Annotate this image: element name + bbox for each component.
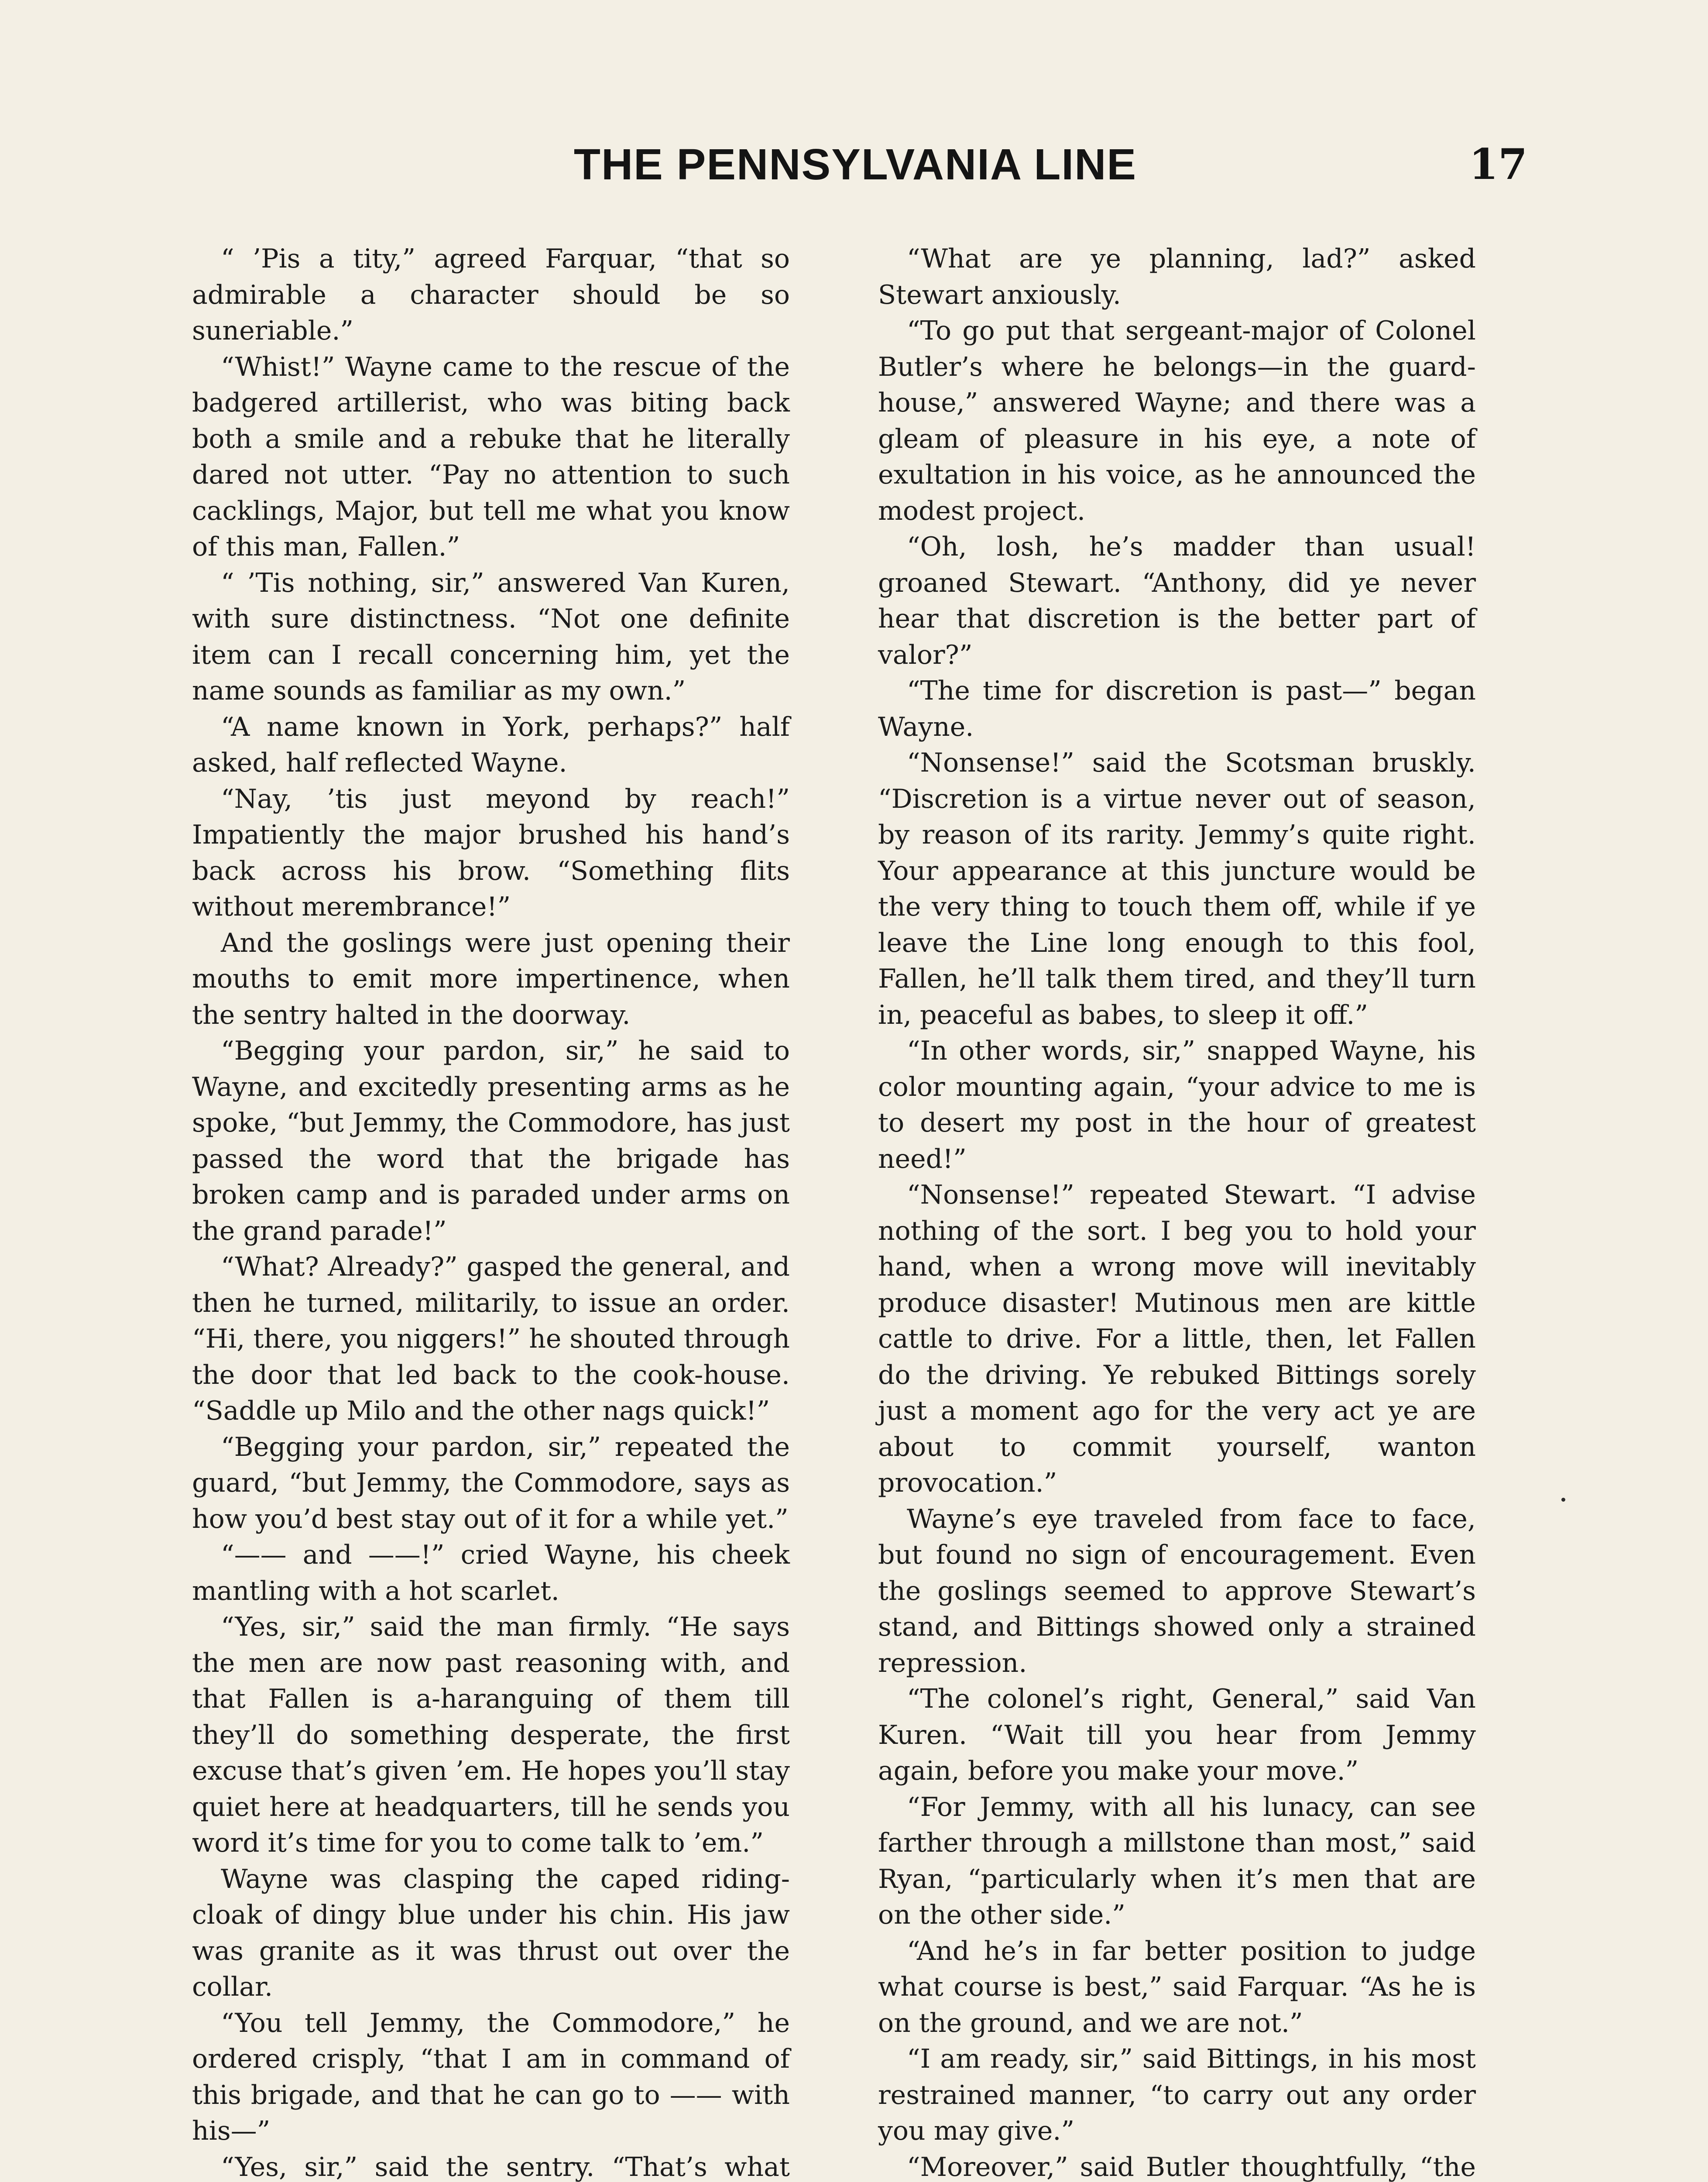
paragraph: “A name known in York, perhaps?” half asked, half reflected Wayne. — [192, 711, 790, 778]
paragraph: “ ’Tis nothing, sir,” answered Van Kuren, with sure distinctness. “Not one definite item can I recall concerning him, yet the name sounds as familiar as my own.” — [192, 567, 790, 706]
running-head — [183, 140, 1527, 201]
paragraph: Wayne was clasping the caped riding-cloak of dingy blue under his chin. His jaw was granite as it was thrust out over the collar. — [192, 1863, 790, 2002]
paragraph: “You tell Jemmy, the Commodore,” he ordered crisply, “that I am in command of this brigade, and that he can go to —— with his—” — [192, 2007, 790, 2146]
paragraph: “ ’Pis a tity,” agreed Farquar, “that so admirable a character should be so suneriable.” — [192, 244, 790, 346]
page-number: 17 — [1469, 140, 1527, 189]
paragraph: “Begging your pardon, sir,” repeated the guard, “but Jemmy, the Commodore, says as how you’d best stay out of it for a while yet.” — [192, 1431, 790, 1534]
paragraph: And the goslings were just opening their mouths to emit more impertinence, when the sentry halted in the doorway. — [192, 927, 790, 1030]
paragraph: Wayne’s eye traveled from face to face, but found no sign of encouragement. Even the goslings seemed to approve Stewart’s stand, and Bittings showed only a strained repression. — [878, 1503, 1476, 1678]
ink-speck — [1561, 1498, 1565, 1502]
paragraph: “Nonsense!” said the Scotsman bruskly. “Discretion is a virtue never out of season, by reason of its rarity. Jemmy’s quite right. Your appearance at this juncture would be the very thing to touch them off, while if ye leave the Line long enough to this fool, Fallen, he’ll talk them tired, and they’ll turn in, peaceful as babes, to sleep it off.” — [878, 748, 1476, 1030]
paragraph: “Whist!” Wayne came to the rescue of the badgered artillerist, who was biting back both a smile and a rebuke that he literally dared not utter. “Pay no attention to such cacklings, Major, but tell me what you know of this man, Fallen.” — [192, 351, 790, 562]
paragraph: “For Jemmy, with all his lunacy, can see farther through a millstone than most,” said Ryan, “particularly when it’s men that are on the other side.” — [878, 1791, 1476, 1930]
paragraph: “In other words, sir,” snapped Wayne, his color mounting again, “your advice to me is to desert my post in the hour of greatest need!” — [878, 1036, 1476, 1174]
paragraph: “Yes, sir,” said the man firmly. “He says the men are now past reasoning with, and that Fallen is a-haranguing of them till they’ll do something desperate, the first excuse that’s given ’em. He hopes you’ll stay quiet here at headquarters, till he sends you word it’s time for you to come talk to ’em.” — [192, 1612, 790, 1858]
paragraph: “Moreover,” said Butler thoughtfully, “the — [907, 2151, 1476, 2182]
paragraph: “What are ye planning, lad?” asked Stewart anxiously. — [878, 244, 1476, 310]
paragraph: “Nay, ’tis just meyond by reach!” Impatiently the major brushed his hand’s back across his brow. “Something flits without merembrance!” — [192, 783, 790, 922]
left-column — [192, 241, 790, 2182]
paragraph: “And he’s in far better position to judge what course is best,” said Farquar. “As he is on the ground, and we are not.” — [878, 1935, 1476, 2038]
paragraph: “Yes, sir,” said the sentry. “That’s what — [221, 2151, 790, 2182]
paragraph: “To go put that sergeant-major of Colonel Butler’s where he belongs—in the guard-house,” answered Wayne; and there was a gleam of pleasure in his eye, a note of exultation in his voice, as he announced the modest project. — [878, 316, 1476, 526]
running-title: THE PENNSYLVANIA LINE — [573, 140, 1137, 189]
paragraph: “What? Already?” gasped the general, and then he turned, militarily, to issue an order. “Hi, there, you niggers!” he shouted through the door that led back to the cook-house. “Saddle up Milo and the other nags quick!” — [192, 1252, 790, 1426]
paragraph: “Oh, losh, he’s madder than usual! groaned Stewart. “Anthony, did ye never hear that discretion is the better part of valor?” — [878, 532, 1476, 670]
right-column — [878, 241, 1476, 2182]
paragraph: “Begging your pardon, sir,” he said to Wayne, and excitedly presenting arms as he spoke, “but Jemmy, the Commodore, has just passed the word that the brigade has broken camp and is paraded under arms on the grand parade!” — [192, 1036, 790, 1246]
paragraph: “—— and ——!” cried Wayne, his cheek mantling with a hot scarlet. — [192, 1540, 790, 1606]
paragraph: “The colonel’s right, General,” said Van Kuren. “Wait till you hear from Jemmy again, before you make your move.” — [878, 1684, 1476, 1786]
paragraph: “Nonsense!” repeated Stewart. “I advise nothing of the sort. I beg you to hold your hand, when a wrong move will inevitably produce disaster! Mutinous men are kittle cattle to drive. For a little, then, let Fallen do the driving. Ye rebuked Bittings sorely just a moment ago for the very act ye are about to commit yourself, wanton provocation.” — [878, 1180, 1476, 1498]
paragraph: “I am ready, sir,” said Bittings, in his most restrained manner, “to carry out any order you may give.” — [878, 2044, 1476, 2146]
paragraph: “The time for discretion is past—” began Wayne. — [878, 676, 1476, 742]
